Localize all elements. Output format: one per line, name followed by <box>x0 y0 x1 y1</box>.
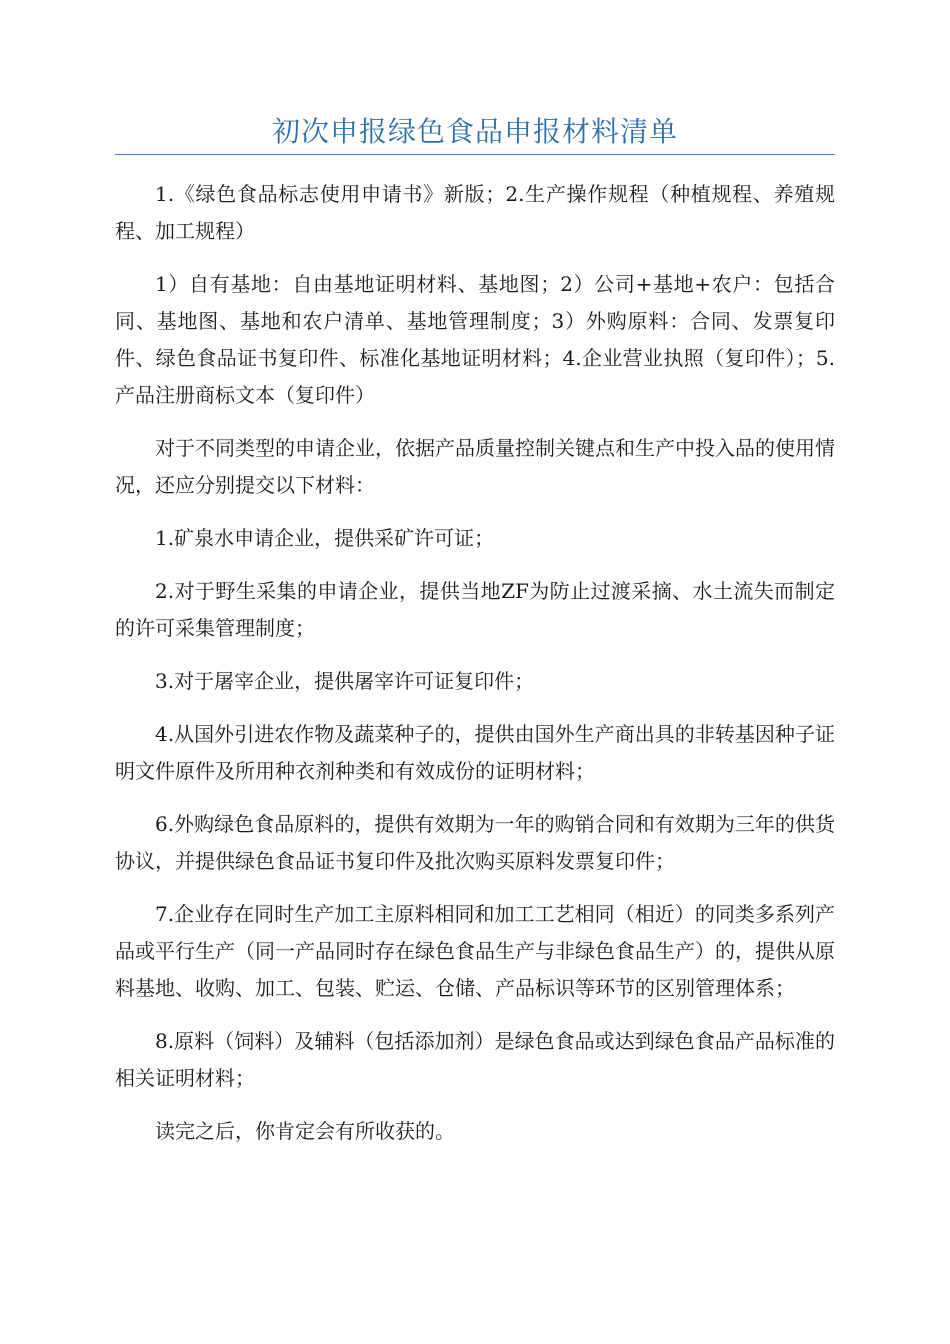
paragraph-2: 1）自有基地：自由基地证明材料、基地图；2）公司+基地+农户：包括合同、基地图、基地和农户清单、基地管理制度；3）外购原料：合同、发票复印件、绿色食品证书复印件、标准化基地证明材料；4.企业营业执照（复印件）；5.产品注册商标文本（复印件） <box>115 272 835 407</box>
title-divider <box>115 154 835 155</box>
document-body <box>115 176 835 1166</box>
paragraph-4: 1.矿泉水申请企业，提供采矿许可证； <box>155 526 495 550</box>
paragraph-5: 2.对于野生采集的申请企业，提供当地ZF为防止过渡采摘、水土流失而制定的许可采集管理制度； <box>115 579 835 640</box>
paragraph-1: 1.《绿色食品标志使用申请书》新版；2.生产操作规程（种植规程、养殖规程、加工规程） <box>115 182 835 243</box>
paragraph-11: 读完之后，你肯定会有所收获的。 <box>155 1119 455 1143</box>
paragraph-3: 对于不同类型的申请企业，依据产品质量控制关键点和生产中投入品的使用情况，还应分别提交以下材料： <box>115 436 835 497</box>
page-title: 初次申报绿色食品申报材料清单 <box>271 115 678 148</box>
paragraph-6: 3.对于屠宰企业，提供屠宰许可证复印件； <box>155 669 535 693</box>
paragraph-10: 8.原料（饲料）及辅料（包括添加剂）是绿色食品或达到绿色食品产品标准的相关证明材料； <box>115 1029 835 1090</box>
paragraph-8: 6.外购绿色食品原料的，提供有效期为一年的购销合同和有效期为三年的供货协议，并提供绿色食品证书复印件及批次购买原料发票复印件； <box>115 812 835 873</box>
paragraph-9: 7.企业存在同时生产加工主原料相同和加工工艺相同（相近）的同类多系列产品或平行生产（同一产品同时存在绿色食品生产与非绿色食品生产）的，提供从原料基地、收购、加工、包装、贮运、仓储、产品标识等环节的区别管理体系； <box>115 902 835 1000</box>
paragraph-7: 4.从国外引进农作物及蔬菜种子的，提供由国外生产商出具的非转基因种子证明文件原件及所用种衣剂种类和有效成份的证明材料； <box>115 722 835 783</box>
